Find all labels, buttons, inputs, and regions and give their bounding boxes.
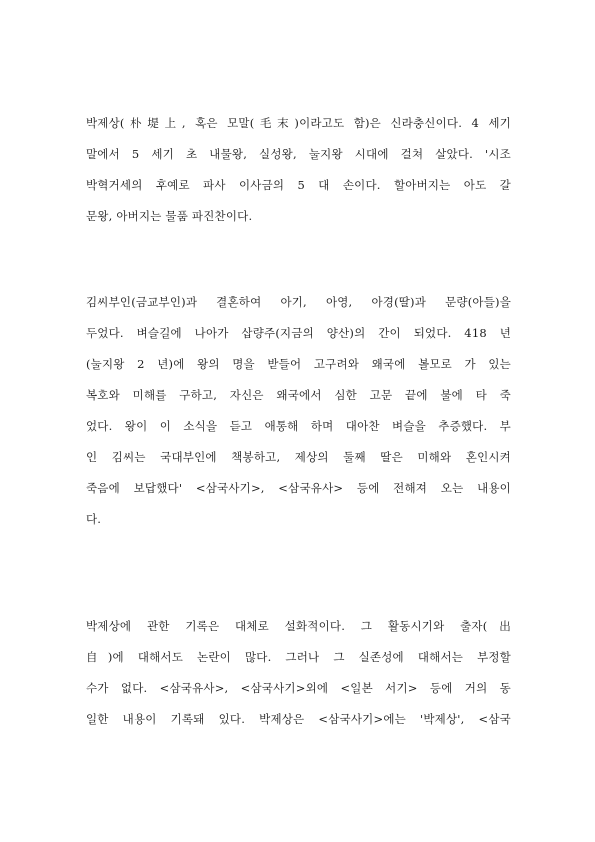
text-line: 죽음에 보답했다' <삼국사기>, <삼국유사> 등에 전해져 오는 내용이 <box>86 481 511 495</box>
text-line: 말에서 5 세기 초 내물왕, 실성왕, 눌지왕 시대에 걸쳐 살았다. '시조 <box>86 147 511 161</box>
paragraph-family-and-deeds <box>86 287 511 535</box>
text-line: 문왕, 아버지는 물품 파진찬이다. <box>86 209 253 223</box>
text-line: 自)에 대해서도 논란이 많다. 그러나 그 실존성에 대해서는 부정할 <box>86 650 511 664</box>
text-line: 인 김씨는 국대부인에 책봉하고, 제상의 둘째 딸은 미해와 혼인시켜 <box>86 450 511 464</box>
text-line: 었다. 왕이 이 소식을 듣고 애통해 하며 대아찬 벼슬을 추증했다. 부 <box>86 419 511 433</box>
paragraph-biography <box>86 108 511 232</box>
text-line: 두었다. 벼슬길에 나아가 삽량주(지금의 양산)의 간이 되었다. 418 년 <box>86 326 511 340</box>
text-line: 박제상(朴堤上, 혹은 모말(毛末)이라고도 함)은 신라충신이다. 4 세기 <box>86 116 511 130</box>
text-line: (눌지왕 2 년)에 왕의 명을 받들어 고구려와 왜국에 볼모로 가 있는 <box>86 357 511 371</box>
text-line: 박혁거세의 후예로 파사 이사금의 5 대 손이다. 할아버지는 아도 갈 <box>86 178 511 192</box>
paragraph-records <box>86 611 511 735</box>
text-line: 다. <box>86 512 102 526</box>
text-line: 수가 없다. <삼국유사>, <삼국사기>외에 <일본 서기> 등에 거의 동 <box>86 681 511 695</box>
text-line: 김씨부인(금교부인)과 결혼하여 아기, 아영, 아경(딸)과 문량(아들)을 <box>86 295 511 309</box>
text-line: 일한 내용이 기록돼 있다. 박제상은 <삼국사기>에는 '박제상', <삼국 <box>86 712 511 726</box>
text-line: 복호와 미해를 구하고, 자신은 왜국에서 심한 고문 끝에 불에 타 죽 <box>86 388 511 402</box>
text-line: 박제상에 관한 기록은 대체로 설화적이다. 그 활동시기와 출자(出 <box>86 619 511 633</box>
